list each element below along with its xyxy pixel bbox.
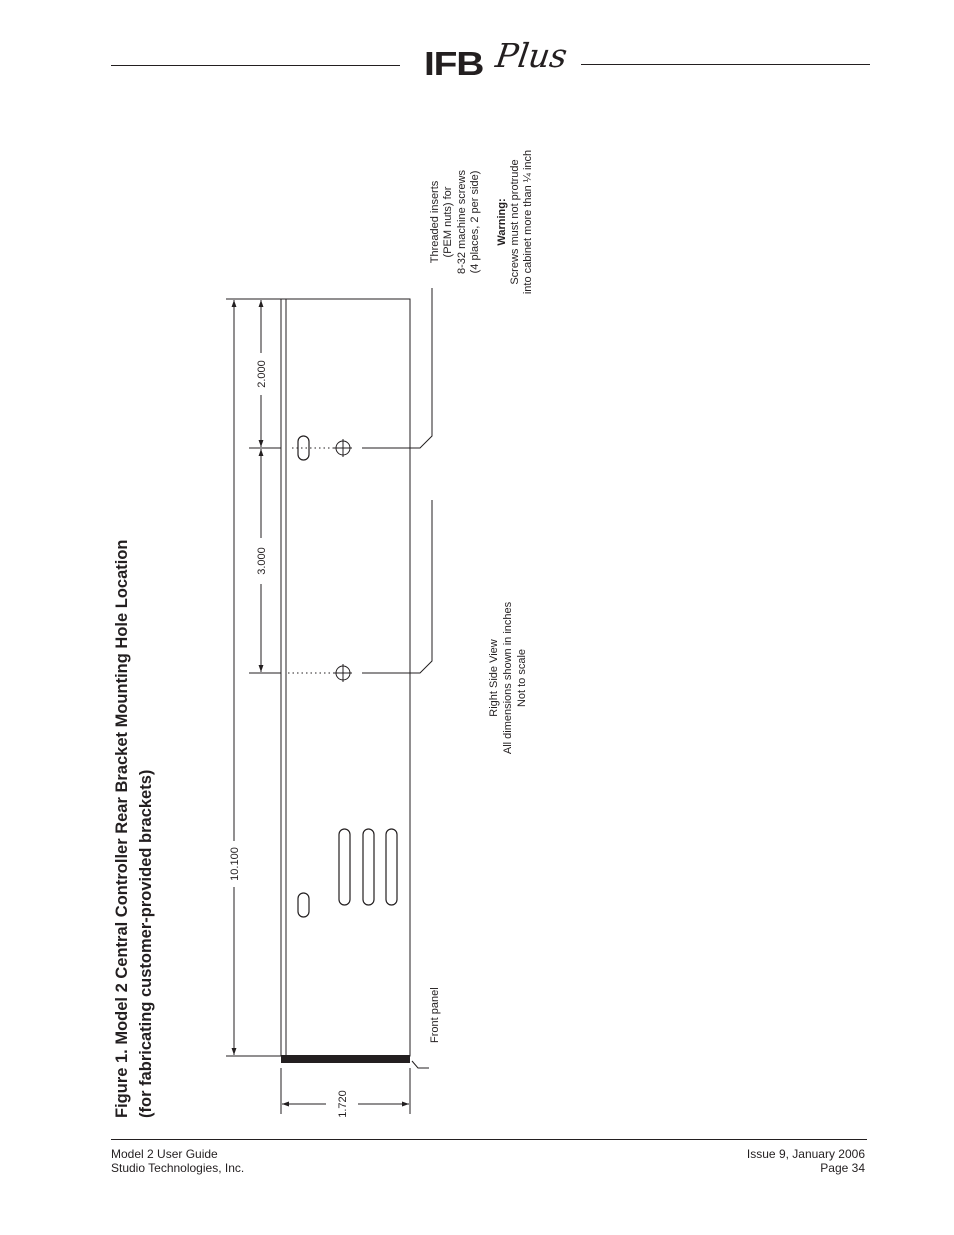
threaded-inserts-callout (429, 170, 481, 274)
extension-lines (226, 299, 410, 1114)
front-panel-callout: Front panel (429, 987, 441, 1043)
svg-text:(PEM nuts) for: (PEM nuts) for (442, 186, 454, 258)
svg-text:8-32 machine screws: 8-32 machine screws (456, 170, 468, 274)
footer-rule (111, 1139, 867, 1140)
bracket-outline (281, 299, 410, 1056)
hole-centerlines (249, 448, 398, 673)
svg-text:Screws must not protrude: Screws must not protrude (509, 159, 521, 285)
footer-right (747, 1147, 865, 1175)
dimension-label-height: 1.720 (337, 1090, 349, 1118)
footer-page-number: Page 34 (820, 1161, 865, 1175)
logo-main: IFB (424, 45, 484, 82)
svg-text:(4 places, 2 per side): (4 places, 2 per side) (469, 170, 481, 274)
footer-issue: Issue 9, January 2006 (746, 1147, 865, 1161)
footer-company: Studio Technologies, Inc. (111, 1161, 245, 1175)
warning-label: Warning: (496, 198, 508, 246)
svg-text:Threaded inserts: Threaded inserts (429, 180, 441, 264)
warning-callout (496, 150, 534, 294)
figure-title: Figure 1. Model 2 Central Controller Rear Bracket Mounting Hole Location (113, 539, 131, 1118)
view-notes (488, 601, 528, 754)
figure-subtitle: (for fabricating customer-provided brackets) (137, 769, 155, 1118)
svg-text:Not to scale: Not to scale (516, 648, 528, 708)
front-panel-edge (281, 1055, 410, 1063)
svg-text:into cabinet more than ¼ inch: into cabinet more than ¼ inch (522, 149, 534, 295)
mounting-hole-rear (334, 439, 352, 457)
dimension-label-hole-spacing: 3.000 (256, 547, 268, 575)
vent-slots (298, 436, 397, 917)
threaded-insert-leaders (398, 288, 432, 673)
svg-text:Right Side View: Right Side View (488, 639, 500, 717)
footer-guide-title: Model 2 User Guide (111, 1147, 218, 1161)
logo-script: Plus (493, 36, 570, 75)
mounting-hole-front (334, 664, 352, 682)
footer-left (111, 1147, 244, 1175)
dimension-label-length: 10.100 (229, 847, 241, 881)
front-panel-leader (412, 1061, 429, 1068)
svg-text:All dimensions shown in inches: All dimensions shown in inches (502, 601, 514, 755)
dimension-label-rear-offset: 2.000 (256, 360, 268, 388)
